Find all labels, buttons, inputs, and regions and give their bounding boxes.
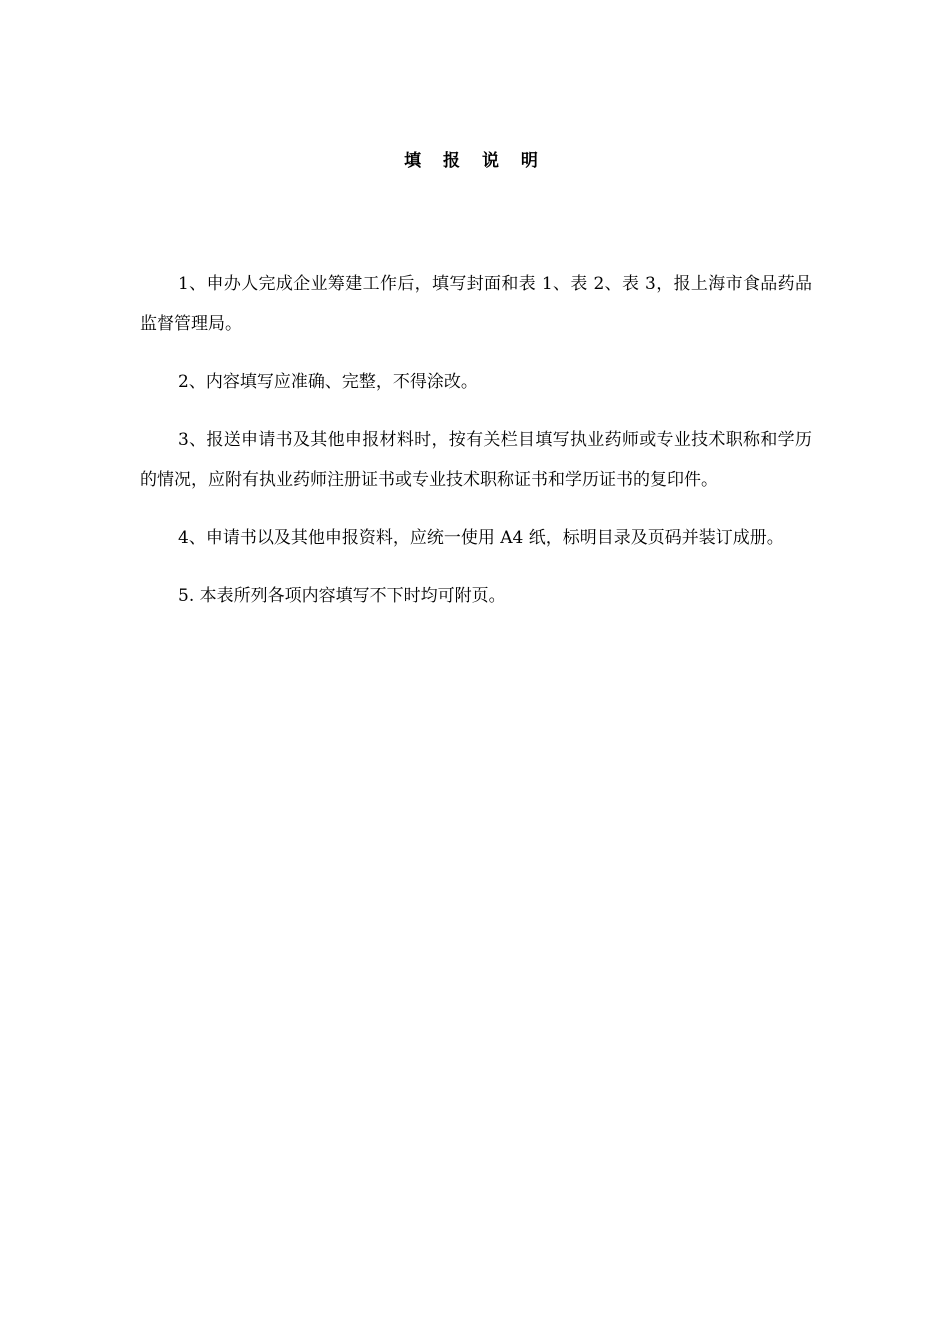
instruction-item-2: 2、内容填写应准确、完整，不得涂改。 bbox=[178, 372, 478, 392]
instruction-item-4: 4、申请书以及其他申报资料，应统一使用 A4 纸，标明目录及页码并装订成册。 bbox=[178, 528, 784, 548]
instruction-item-5: 5. 本表所列各项内容填写不下时均可附页。 bbox=[178, 586, 506, 606]
instruction-item-1: 1、申办人完成企业筹建工作后，填写封面和表 1、表 2、表 3，报上海市食品药品监督管理局。 bbox=[140, 274, 812, 334]
page-title: 填 报 说 明 bbox=[404, 151, 546, 171]
instruction-item-3: 3、报送申请书及其他申报材料时，按有关栏目填写执业药师或专业技术职称和学历的情况，应附有执业药师注册证书或专业技术职称证书和学历证书的复印件。 bbox=[140, 430, 812, 490]
instructions-body bbox=[140, 264, 812, 634]
